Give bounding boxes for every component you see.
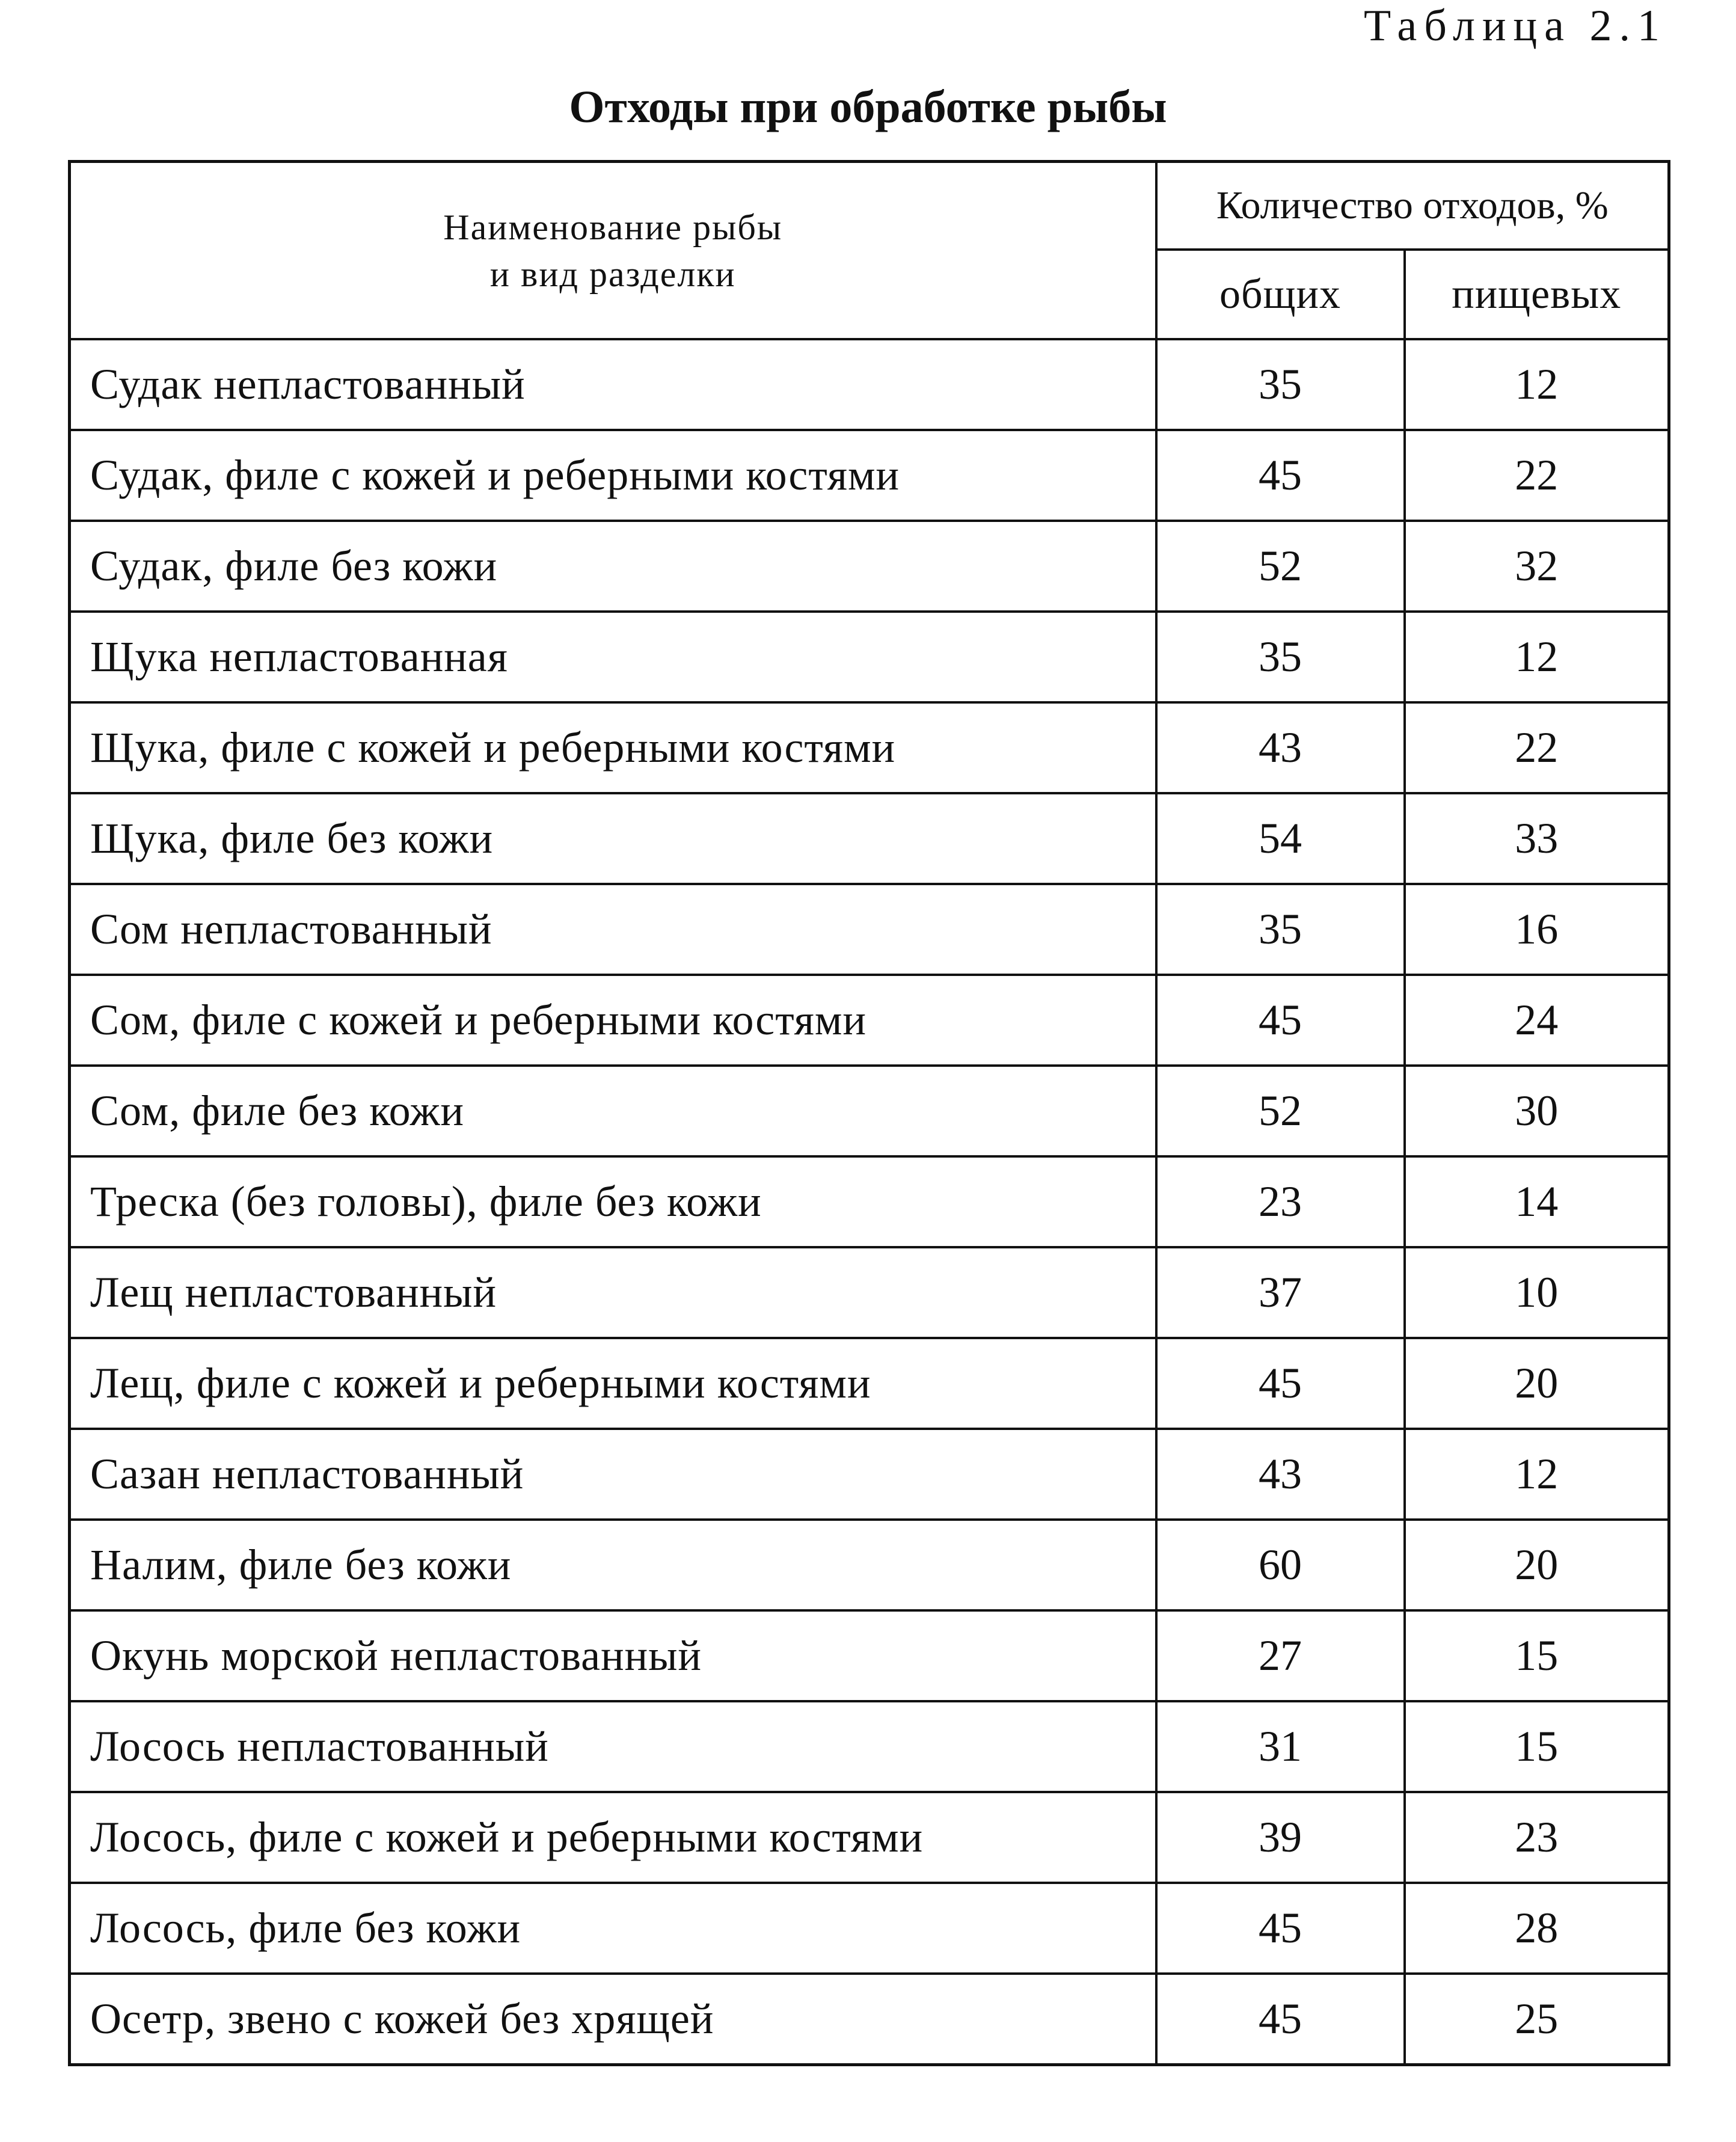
fish-name-cell: Осетр, звено с кожей без хрящей	[70, 1974, 1156, 2065]
food-waste-cell: 33	[1405, 793, 1669, 884]
table-row	[70, 339, 1669, 430]
fish-name-cell: Окунь морской непластованный	[70, 1610, 1156, 1701]
food-waste-cell: 28	[1405, 1883, 1669, 1974]
table-row	[70, 1883, 1669, 1974]
fish-waste-table	[68, 160, 1670, 2066]
total-waste-cell: 45	[1156, 430, 1405, 521]
total-waste-cell: 35	[1156, 339, 1405, 430]
food-waste-cell: 12	[1405, 339, 1669, 430]
fish-name-cell: Судак, филе с кожей и реберными костями	[70, 430, 1156, 521]
total-waste-cell: 23	[1156, 1156, 1405, 1247]
table-row	[70, 1792, 1669, 1883]
fish-name-cell: Сом, филе без кожи	[70, 1066, 1156, 1156]
table-title: Отходы при обработке рыбы	[569, 82, 1167, 132]
total-waste-cell: 45	[1156, 1883, 1405, 1974]
table-row	[70, 793, 1669, 884]
total-waste-cell: 35	[1156, 884, 1405, 975]
table-label: Таблица 2.1	[1364, 1, 1667, 51]
fish-name-cell: Щука, филе без кожи	[70, 793, 1156, 884]
table-row	[70, 521, 1669, 612]
fish-name-cell: Сазан непластованный	[70, 1429, 1156, 1520]
food-waste-cell: 20	[1405, 1338, 1669, 1429]
food-waste-cell: 10	[1405, 1247, 1669, 1338]
total-waste-cell: 43	[1156, 1429, 1405, 1520]
total-waste-cell: 31	[1156, 1701, 1405, 1792]
fish-name-cell: Треска (без головы), филе без кожи	[70, 1156, 1156, 1247]
fish-name-cell: Лосось, филе с кожей и реберными костями	[70, 1792, 1156, 1883]
food-waste-cell: 14	[1405, 1156, 1669, 1247]
total-waste-cell: 37	[1156, 1247, 1405, 1338]
fish-name-cell: Лещ непластованный	[70, 1247, 1156, 1338]
table-body	[70, 339, 1669, 2065]
total-waste-cell: 35	[1156, 612, 1405, 702]
header-fish-name	[70, 162, 1156, 340]
total-waste-cell: 45	[1156, 975, 1405, 1066]
fish-name-cell: Лосось непластованный	[70, 1701, 1156, 1792]
food-waste-cell: 22	[1405, 702, 1669, 793]
food-waste-cell: 22	[1405, 430, 1669, 521]
table-row	[70, 1338, 1669, 1429]
table-row	[70, 1429, 1669, 1520]
table-row	[70, 1066, 1669, 1156]
food-waste-cell: 20	[1405, 1520, 1669, 1610]
table-row	[70, 1610, 1669, 1701]
total-waste-cell: 54	[1156, 793, 1405, 884]
fish-name-cell: Щука непластованная	[70, 612, 1156, 702]
table-row	[70, 884, 1669, 975]
food-waste-cell: 15	[1405, 1610, 1669, 1701]
fish-name-cell: Судак непластованный	[70, 339, 1156, 430]
table-row	[70, 1247, 1669, 1338]
food-waste-cell: 25	[1405, 1974, 1669, 2065]
food-waste-cell: 15	[1405, 1701, 1669, 1792]
food-waste-cell: 30	[1405, 1066, 1669, 1156]
header-total: общих	[1156, 250, 1405, 339]
fish-name-cell: Лещ, филе с кожей и реберными костями	[70, 1338, 1156, 1429]
header-waste-amount: Количество отходов, %	[1156, 162, 1669, 250]
fish-name-cell: Судак, филе без кожи	[70, 521, 1156, 612]
total-waste-cell: 52	[1156, 1066, 1405, 1156]
table-row	[70, 1701, 1669, 1792]
fish-name-cell: Лосось, филе без кожи	[70, 1883, 1156, 1974]
table-row	[70, 612, 1669, 702]
table-row	[70, 975, 1669, 1066]
table-row	[70, 702, 1669, 793]
food-waste-cell: 12	[1405, 612, 1669, 702]
total-waste-cell: 45	[1156, 1338, 1405, 1429]
table-row	[70, 1156, 1669, 1247]
table-row	[70, 430, 1669, 521]
total-waste-cell: 43	[1156, 702, 1405, 793]
total-waste-cell: 27	[1156, 1610, 1405, 1701]
total-waste-cell: 60	[1156, 1520, 1405, 1610]
fish-name-cell: Сом непластованный	[70, 884, 1156, 975]
food-waste-cell: 16	[1405, 884, 1669, 975]
total-waste-cell: 39	[1156, 1792, 1405, 1883]
fish-name-cell: Щука, филе с кожей и реберными костями	[70, 702, 1156, 793]
header-fish-name-line2: и вид разделки	[489, 254, 736, 294]
food-waste-cell: 24	[1405, 975, 1669, 1066]
header-fish-name-line1: Наименование рыбы	[443, 207, 783, 247]
fish-name-cell: Сом, филе с кожей и реберными костями	[70, 975, 1156, 1066]
food-waste-cell: 23	[1405, 1792, 1669, 1883]
total-waste-cell: 45	[1156, 1974, 1405, 2065]
fish-name-cell: Налим, филе без кожи	[70, 1520, 1156, 1610]
food-waste-cell: 32	[1405, 521, 1669, 612]
header-food: пищевых	[1405, 250, 1669, 339]
table-row	[70, 1974, 1669, 2065]
table-row	[70, 1520, 1669, 1610]
food-waste-cell: 12	[1405, 1429, 1669, 1520]
total-waste-cell: 52	[1156, 521, 1405, 612]
